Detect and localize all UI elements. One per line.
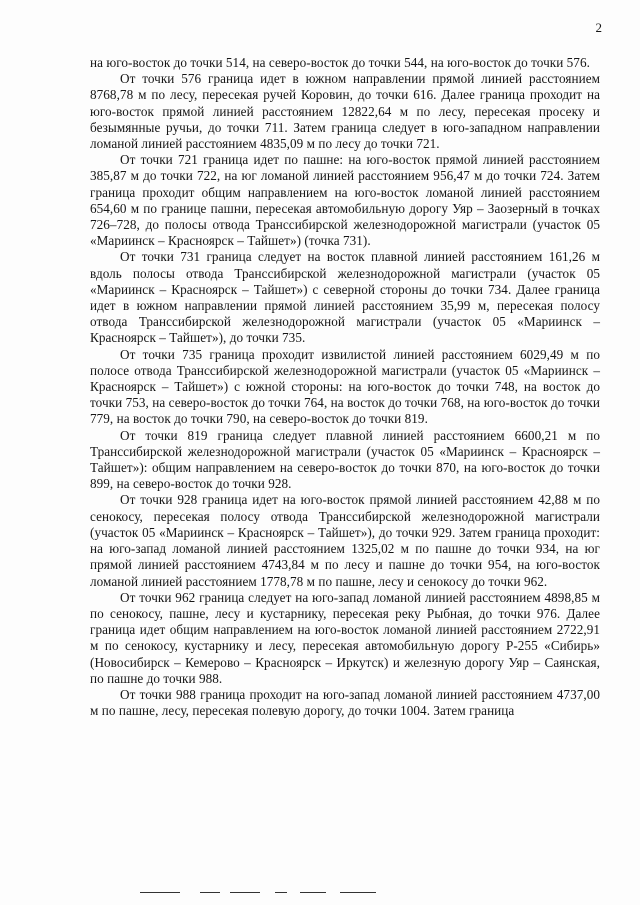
paragraph-5: От точки 735 граница проходит извилистой линией расстоянием 6029,49 м по полосе отвода Транссибирской железнодорожной магистрали (участок 05 «Мариинск – Красноярск – Тайшет») с южной стороны: на юго-восток до точки 748, на восток до точки 753, на северо-восток до точки 764, на восток до точки 768, на юго-восток до точки 779, на восток до точки 790, на северо-восток до точки 819. (90, 346, 600, 427)
paragraph-9: От точки 988 граница проходит на юго-запад ломаной линией расстоянием 4737,00 м по пашне, лесу, пересекая полевую дорогу, до точки 1004. Затем граница (90, 686, 600, 719)
page-number: 2 (595, 20, 602, 35)
paragraph-7: От точки 928 граница идет на юго-восток прямой линией расстоянием 42,88 м по сенокосу, пересекая полосу отвода Транссибирской железнодорожной магистрали (участок 05 «Мариинск – Красноярск – Тайшет»), до точки 929. Затем граница проходит: на юго-запад ломаной линией расстоянием 1325,02 м по пашне до точки 934, на юг прямой линией расстоянием 4743,84 м по лесу и пашне до точки 954, на юго-восток ломаной линией расстоянием 1778,78 м по пашне, лесу и сенокосу до точки 962. (90, 492, 600, 589)
paragraph-6: От точки 819 граница следует плавной линией расстоянием 6600,21 м по Транссибирской железнодорожной магистрали (участок 05 «Мариинск – Красноярск – Тайшет»): общим направлением на северо-восток до точки 870, на юго-восток до точки 899, на северо-восток до точки 928. (90, 427, 600, 492)
scan-mark (200, 892, 220, 893)
scan-mark (275, 892, 287, 893)
scan-mark (340, 892, 376, 893)
paragraph-1: на юго-восток до точки 514, на северо-восток до точки 544, на юго-восток до точки 576. (90, 55, 590, 70)
scan-mark (300, 892, 326, 893)
document-body (90, 55, 600, 719)
scan-mark (140, 892, 180, 893)
scan-mark (230, 892, 260, 893)
paragraph-3: От точки 721 граница идет по пашне: на юго-восток прямой линией расстоянием 385,87 м до точки 722, на юг ломаной линией расстоянием 956,47 м до точки 724. Затем граница проходит общим направлением на юго-восток ломаной линией расстоянием 654,60 м по границе пашни, пересекая автомобильную дорогу Уяр – Заозерный в точках 726–728, до полосы отвода Транссибирской железнодорожной магистрали (участок 05 «Мариинск – Красноярск – Тайшет») (точка 731). (90, 152, 600, 249)
paragraph-2: От точки 576 граница идет в южном направлении прямой линией расстоянием 8768,78 м по лесу, пересекая ручей Коровин, до точки 616. Далее граница проходит на юго-восток прямой линией расстоянием 12822,64 м по лесу, пересекая просеку и безымянные ручьи, до точки 711. Затем граница следует в юго-западном направлении ломаной линией расстоянием 4835,09 м по лесу до точки 721. (90, 71, 600, 152)
paragraph-8: От точки 962 граница следует на юго-запад ломаной линией расстоянием 4898,85 м по сенокосу, пашне, лесу и кустарнику, пересекая реку Рыбная, до точки 976. Далее граница идет общим направлением на юго-восток ломаной линией расстоянием 2722,91 м по сенокосу, кустарнику и лесу, пересекая автомобильную дорогу Р-255 «Сибирь» (Новосибирск – Кемерово – Красноярск – Иркутск) и железную дорогу Уяр – Саянская, по пашне до точки 988. (90, 589, 600, 686)
paragraph-4: От точки 731 граница следует на восток плавной линией расстоянием 161,26 м вдоль полосы отвода Транссибирской железнодорожной магистрали (участок 05 «Мариинск – Красноярск – Тайшет») с северной стороны до точки 734. Далее граница идет в южном направлении прямой линией расстоянием 35,99 м, пересекая полосу отвода Транссибирской железнодорожной магистрали (участок 05 «Мариинск – Красноярск – Тайшет»), до точки 735. (90, 249, 600, 346)
scan-artifact-lines (140, 892, 380, 896)
